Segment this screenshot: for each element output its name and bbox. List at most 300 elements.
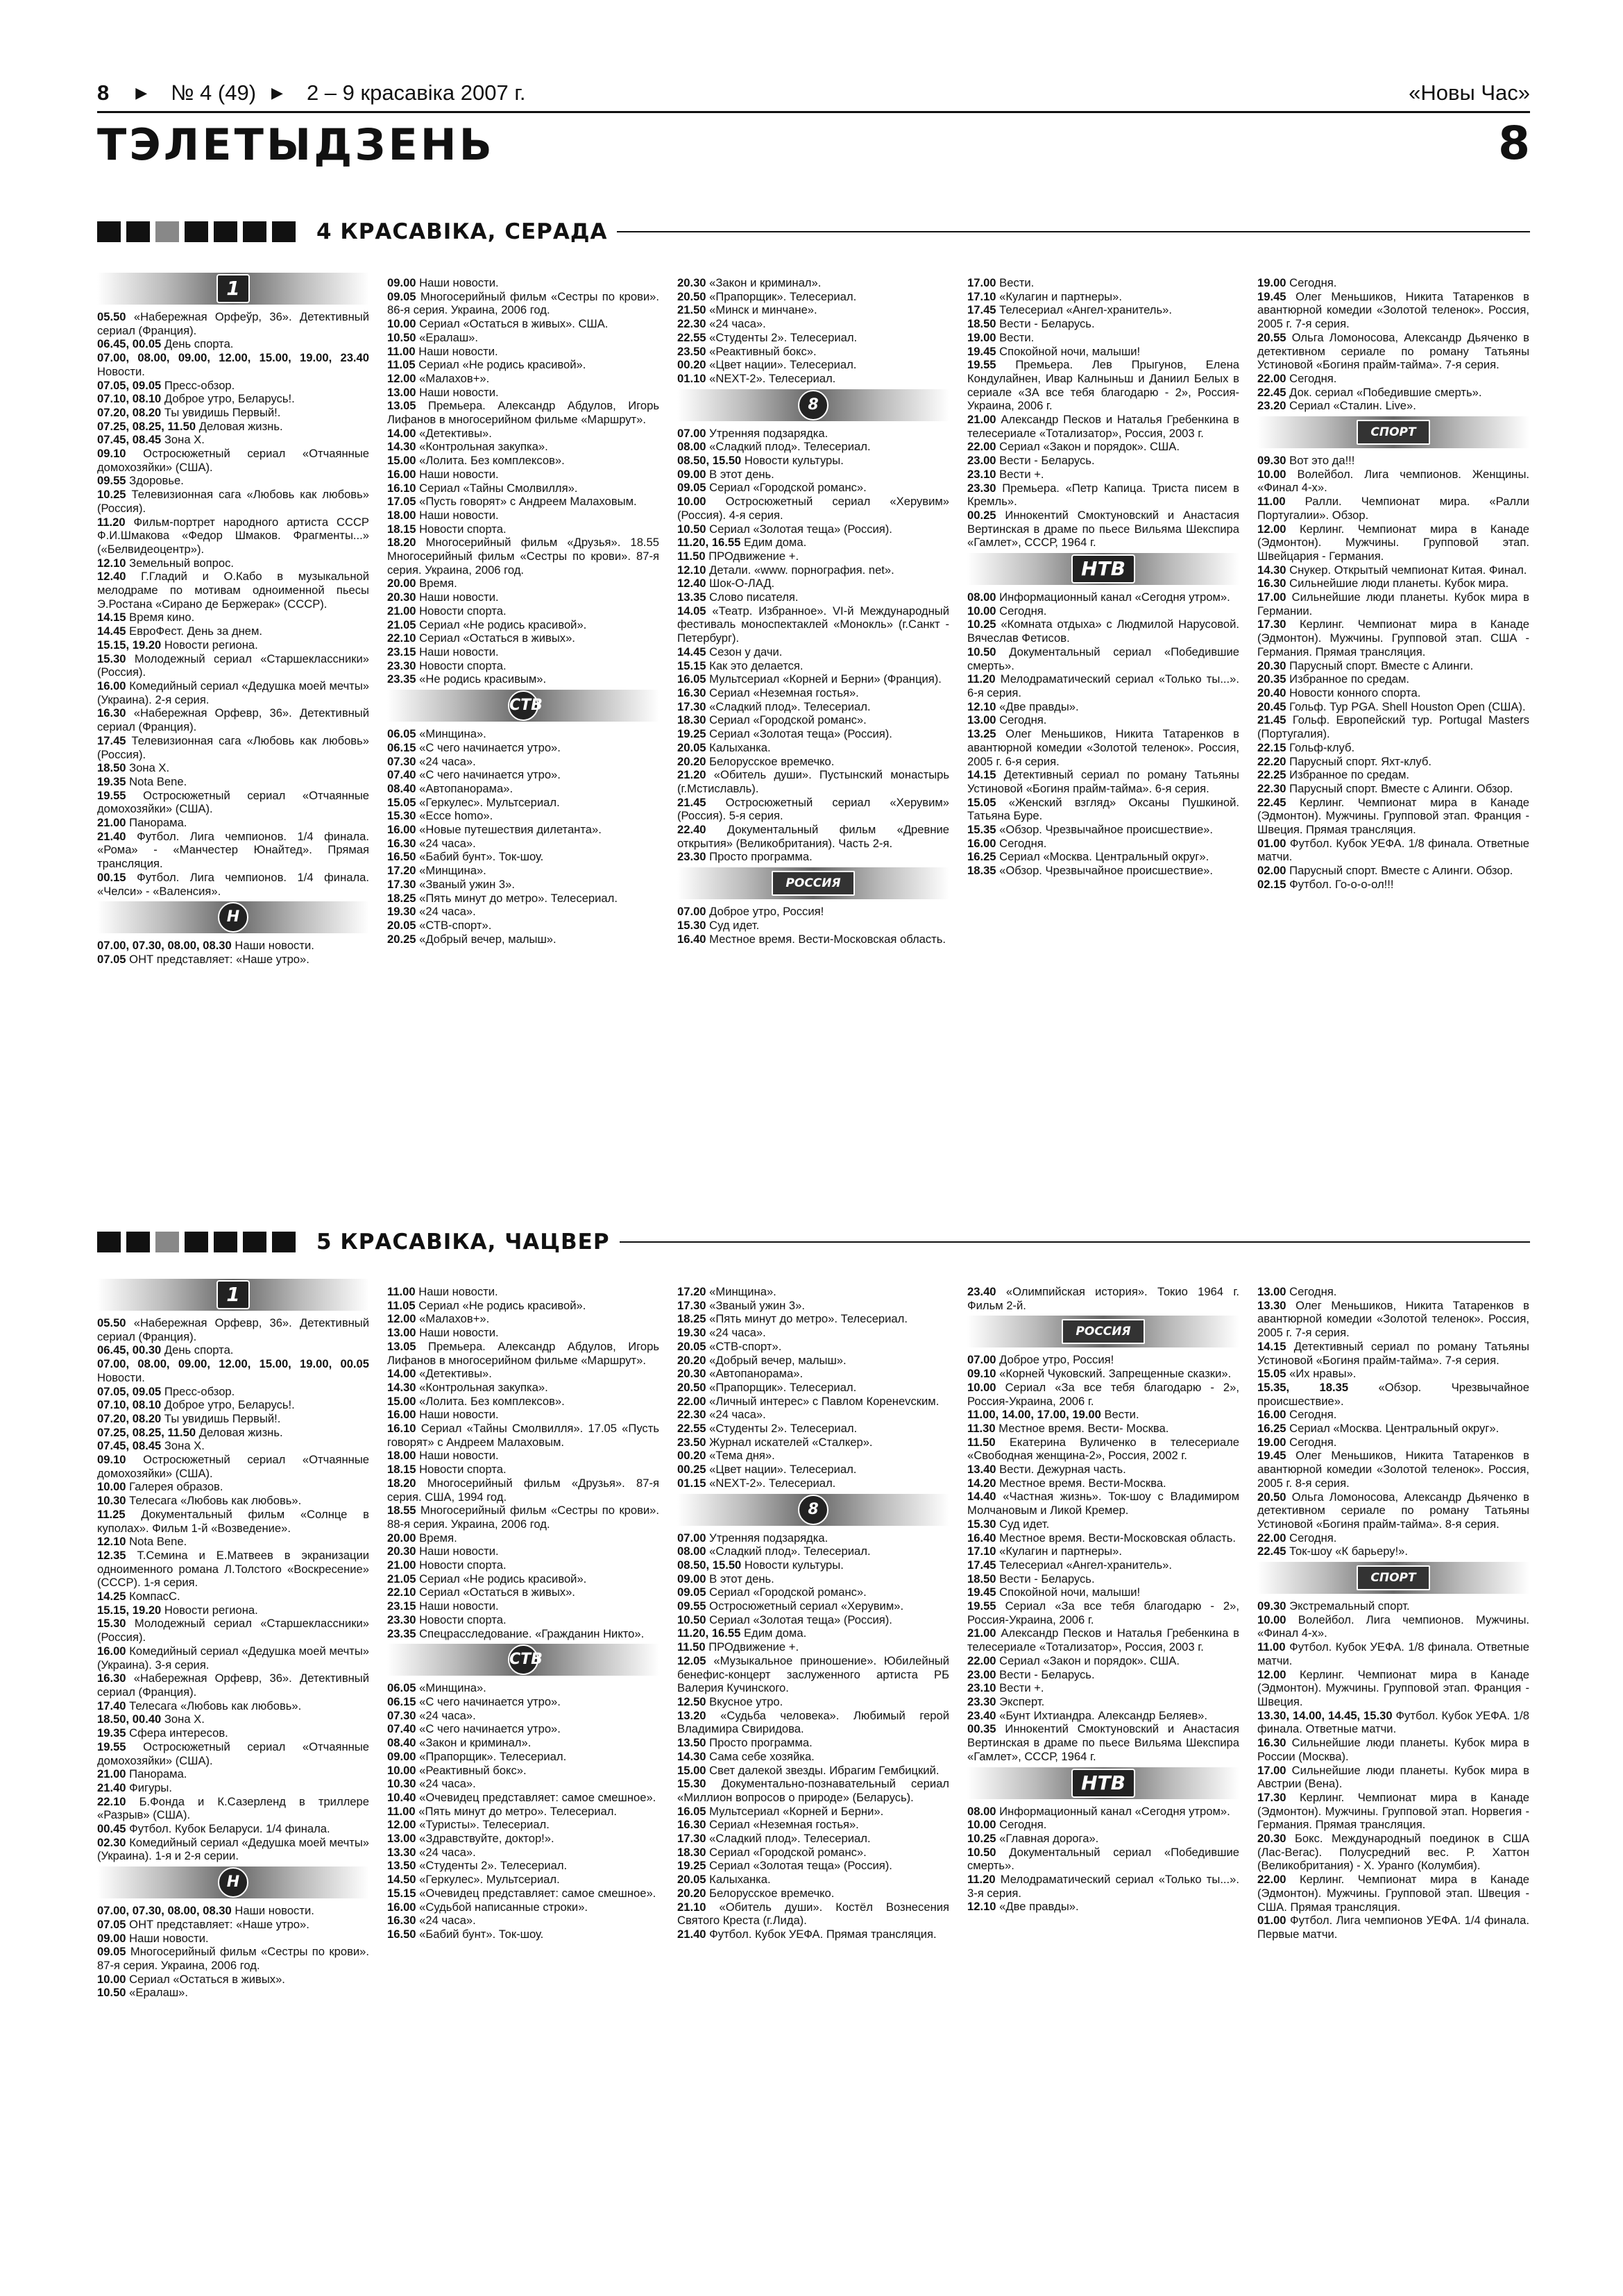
program-entry bbox=[387, 809, 659, 823]
program-time: 15.35, 18.35 bbox=[1257, 1380, 1349, 1394]
program-time: 15.30 bbox=[677, 918, 706, 932]
program-time: 23.15 bbox=[387, 1599, 416, 1613]
square-icon bbox=[185, 221, 208, 242]
program-time: 10.00 bbox=[1257, 467, 1286, 481]
program-time: 14.30 bbox=[677, 1749, 706, 1763]
program-entry bbox=[97, 1726, 369, 1740]
program-time: 11.00, 14.00, 17.00, 19.00 bbox=[967, 1408, 1101, 1422]
program-title: Здоровье. bbox=[129, 474, 184, 488]
program-title: «Студенты 2». Телесериал. bbox=[709, 330, 858, 344]
program-title: «Контрольная закупка». bbox=[419, 440, 548, 454]
program-entry bbox=[967, 837, 1239, 851]
program-title: «Набережная Орфевр, 36». Детективный сериал (Франция). bbox=[97, 1316, 369, 1343]
program-title: Утренняя подзарядка. bbox=[709, 1531, 829, 1545]
square-icon bbox=[97, 1232, 121, 1252]
program-time: 09.00 bbox=[387, 1749, 416, 1763]
program-title: «Прапорщик». Телесериал. bbox=[419, 1749, 567, 1763]
program-title: «Пять минут до метро». Телесериал. bbox=[709, 1312, 908, 1326]
program-time: 20.20 bbox=[677, 1353, 706, 1367]
program-entry bbox=[97, 1740, 369, 1767]
program-entry bbox=[1257, 1422, 1529, 1436]
program-time: 18.35 bbox=[967, 864, 996, 878]
program-title: ПРОдвижение +. bbox=[708, 549, 799, 563]
program-time: 09.00 bbox=[677, 467, 706, 481]
program-title: Вести. Дежурная часть. bbox=[999, 1463, 1126, 1477]
program-title: Зона Х. bbox=[164, 1439, 205, 1453]
program-time: 07.40 bbox=[387, 1722, 416, 1736]
program-title: Футбол. Лига чемпионов. 1/4 финала. «Рома» - «Манчестер Юнайтед». Прямая трансляция. bbox=[97, 829, 369, 871]
program-title: Иннокентий Смоктуновский и Анастасия Вертинская в драме по пьесе Вильяма Шекспира «Гамлет», СССР, 1964 г. bbox=[967, 1722, 1239, 1763]
program-entry bbox=[967, 1367, 1239, 1381]
program-title: Многосерийный фильм «Сестры по крови». 86-я серия. Украина, 2006 год. bbox=[387, 289, 659, 317]
program-title: Детали. «www. порнография. net». bbox=[709, 563, 894, 577]
program-time: 07.00, 07.30, 08.00, 08.30 bbox=[97, 939, 232, 953]
program-entry bbox=[967, 618, 1239, 645]
program-title: «Студенты 2». Телесериал. bbox=[709, 1422, 858, 1436]
program-title: Новости культуры. bbox=[744, 1558, 844, 1572]
program-entry bbox=[387, 1326, 659, 1340]
program-title: Сериал «Не родись красивой». bbox=[419, 1572, 587, 1585]
program-entry bbox=[1257, 590, 1529, 618]
program-entry bbox=[97, 761, 369, 775]
program-entry bbox=[677, 713, 949, 727]
schedule-column bbox=[677, 1285, 949, 1941]
program-entry bbox=[387, 1722, 659, 1736]
program-entry bbox=[97, 816, 369, 830]
square-icon bbox=[243, 221, 266, 242]
program-title: «24 часа». bbox=[419, 754, 476, 768]
program-entry bbox=[97, 624, 369, 638]
program-title: «Тема дня». bbox=[709, 1449, 775, 1463]
program-entry bbox=[387, 290, 659, 317]
program-time: 09.00 bbox=[97, 1931, 126, 1945]
program-entry bbox=[1257, 1599, 1529, 1613]
program-time: 22.10 bbox=[387, 1585, 416, 1599]
program-entry bbox=[387, 1613, 659, 1627]
divider bbox=[617, 231, 1530, 232]
program-time: 10.50 bbox=[967, 645, 996, 658]
program-time: 11.00 bbox=[1257, 495, 1286, 509]
program-entry bbox=[97, 1986, 369, 2000]
program-time: 07.10, 08.10 bbox=[97, 1398, 162, 1412]
program-time: 17.45 bbox=[97, 733, 126, 747]
program-title: ОНТ представляет: «Наше утро». bbox=[129, 1917, 309, 1931]
program-entry bbox=[387, 919, 659, 933]
program-entry bbox=[1257, 1449, 1529, 1490]
program-title: Ток-шоу «К барьеру!». bbox=[1289, 1545, 1409, 1558]
program-title: Время. bbox=[419, 1531, 457, 1545]
program-entry bbox=[677, 1340, 949, 1354]
program-time: 13.00 bbox=[967, 713, 996, 727]
program-time: 23.15 bbox=[387, 645, 416, 658]
program-title: Вести - Беларусь. bbox=[999, 1572, 1095, 1585]
program-title: «Званый ужин 3». bbox=[419, 877, 515, 891]
program-title: Остросюжетный сериал «Отчаянные домохозяйки» (США). bbox=[97, 788, 369, 816]
program-title: «Бабий бунт». Ток-шоу. bbox=[419, 1927, 544, 1941]
program-time: 13.25 bbox=[967, 727, 996, 741]
program-entry bbox=[387, 577, 659, 590]
program-time: 19.45 bbox=[967, 1585, 996, 1599]
program-title: Галерея образов. bbox=[129, 1480, 223, 1494]
program-entry bbox=[387, 604, 659, 618]
program-title: Просто программа. bbox=[709, 1736, 813, 1750]
program-title: Новости спорта. bbox=[419, 1463, 507, 1477]
program-time: 15.30 bbox=[677, 1777, 706, 1791]
program-entry bbox=[387, 1545, 659, 1558]
program-entry bbox=[967, 1381, 1239, 1408]
program-entry bbox=[677, 850, 949, 864]
program-entry bbox=[387, 1750, 659, 1764]
program-time: 07.30 bbox=[387, 754, 416, 768]
program-title: «Женский взгляд» Оксаны Пушкиной. Татьяна Буре. bbox=[967, 795, 1239, 823]
program-title: Сериал «Остаться в живых». США. bbox=[419, 317, 609, 331]
program-time: 23.00 bbox=[967, 454, 996, 468]
program-time: 20.05 bbox=[387, 918, 416, 932]
program-title: Документальный фильм «Солнце в куполах». Фильм 1-й «Возведение». bbox=[97, 1507, 369, 1535]
program-time: 09.10 bbox=[97, 1453, 126, 1467]
program-title: Наши новости. bbox=[419, 276, 499, 289]
program-title: Зона Х. bbox=[164, 1712, 205, 1726]
program-list bbox=[387, 727, 659, 946]
program-title: «Пусть говорят» с Андреем Малаховым. bbox=[419, 495, 637, 509]
program-entry bbox=[387, 1558, 659, 1572]
program-title: Керлинг. Чемпионат мира в Канаде (Эдмонтон). Мужчины. Групповой этап. Франция - Швеция. bbox=[1257, 1667, 1529, 1708]
program-time: 16.05 bbox=[677, 1804, 706, 1818]
program-entry bbox=[1257, 700, 1529, 714]
program-time: 10.50 bbox=[677, 1613, 706, 1626]
program-entry bbox=[967, 1722, 1239, 1763]
program-time: 09.10 bbox=[97, 447, 126, 461]
program-title: Деловая жизнь. bbox=[198, 419, 283, 433]
program-time: 07.20, 08.20 bbox=[97, 405, 162, 419]
program-title: Гольф-клуб. bbox=[1289, 740, 1355, 754]
program-time: 22.30 bbox=[677, 1408, 706, 1422]
program-title: Вести +. bbox=[999, 1681, 1044, 1695]
program-title: Сериал «Городской романс». bbox=[709, 481, 867, 495]
program-entry bbox=[677, 290, 949, 304]
program-time: 17.00 bbox=[1257, 590, 1286, 604]
program-entry bbox=[677, 1545, 949, 1558]
program-entry bbox=[967, 440, 1239, 454]
program-title: Спецрасследование. «Гражданин Никто». bbox=[419, 1626, 645, 1640]
program-time: 19.00 bbox=[967, 330, 996, 344]
program-time: 01.15 bbox=[677, 1476, 706, 1490]
program-time: 07.00 bbox=[677, 905, 706, 919]
program-title: Снукер. Открытый чемпионат Китая. Финал. bbox=[1289, 563, 1527, 577]
day-title: 4 КРАСАВІКА, СЕРАДА bbox=[316, 219, 608, 244]
program-title: Олег Меньшиков, Никита Татаренков в авантюрной комедии «Золотой теленок». Россия, 2005 г. 7-я серия. bbox=[1257, 1298, 1529, 1340]
program-title: «Автопанорама». bbox=[419, 781, 513, 795]
program-time: 12.00 bbox=[1257, 1667, 1286, 1681]
program-entry bbox=[677, 358, 949, 372]
program-time: 19.45 bbox=[967, 344, 996, 358]
program-title: Новости спорта. bbox=[419, 1613, 507, 1626]
program-title: Многосерийный фильм «Друзья». 18.55 Многосерийный фильм «Сестры по крови». 87-я серия. Украина, 2006 год. bbox=[387, 536, 659, 577]
program-time: 14.30 bbox=[1257, 563, 1286, 577]
program-title: Новости спорта. bbox=[419, 522, 507, 536]
program-title: Сериал «Тайны Смолвилля». 17.05 «Пусть говорят» с Андреем Малаховым. bbox=[387, 1422, 659, 1449]
program-title: «Минщина». bbox=[709, 1285, 776, 1298]
schedule-column bbox=[387, 1285, 659, 1941]
program-entry bbox=[967, 700, 1239, 714]
program-time: 11.00 bbox=[387, 344, 416, 358]
program-title: Наши новости. bbox=[419, 590, 499, 604]
ctv-logo-text: СТВ bbox=[508, 690, 538, 721]
program-title: Белорусское времечко. bbox=[709, 754, 835, 768]
program-entry bbox=[677, 440, 949, 454]
program-time: 15.05 bbox=[967, 795, 996, 809]
ont-logo-text: Н bbox=[218, 1867, 248, 1898]
program-title: «Очевидец представляет: самое смешное». bbox=[419, 1886, 656, 1900]
program-entry bbox=[387, 495, 659, 509]
program-list bbox=[387, 276, 659, 686]
program-time: 13.30 bbox=[1257, 1298, 1286, 1312]
program-title: Остросюжетный сериал «Отчаянные домохозяйки» (США). bbox=[97, 447, 369, 474]
program-time: 23.50 bbox=[677, 1435, 706, 1449]
square-icon bbox=[155, 1232, 179, 1252]
program-list bbox=[1257, 1599, 1529, 1941]
program-entry bbox=[677, 672, 949, 686]
program-time: 13.50 bbox=[387, 1859, 416, 1873]
program-time: 20.40 bbox=[1257, 686, 1286, 699]
program-title: Время. bbox=[419, 577, 457, 590]
program-entry bbox=[97, 447, 369, 474]
program-title: Парусный спорт. Яхт-клуб. bbox=[1289, 754, 1432, 768]
program-time: 00.35 bbox=[967, 1722, 996, 1736]
program-time: 20.50 bbox=[1257, 1490, 1286, 1504]
program-entry bbox=[677, 522, 949, 536]
program-entry bbox=[677, 1832, 949, 1846]
program-title: В этот день. bbox=[709, 1572, 774, 1585]
program-time: 09.00 bbox=[677, 1572, 706, 1585]
program-entry bbox=[387, 1312, 659, 1326]
program-title: Новости. bbox=[97, 364, 145, 378]
program-entry bbox=[677, 727, 949, 741]
program-title: «СТВ-спорт». bbox=[709, 1339, 782, 1353]
program-title: «24 часа». bbox=[419, 1708, 476, 1722]
program-entry bbox=[967, 796, 1239, 823]
program-title: Ты увидишь Первый!. bbox=[164, 1411, 281, 1425]
schedule-column bbox=[97, 269, 369, 967]
program-entry bbox=[967, 1517, 1239, 1531]
program-entry bbox=[967, 276, 1239, 290]
program-entry bbox=[677, 1299, 949, 1313]
program-entry bbox=[97, 516, 369, 556]
program-time: 21.45 bbox=[677, 795, 706, 809]
program-entry bbox=[1257, 782, 1529, 796]
program-title: Г.Гладий и О.Кабо в музыкальной мелодраме по мотивам одноименной пьесы Э.Ростана «Сирано де Бержерак» (СССР). bbox=[97, 570, 369, 611]
program-entry bbox=[1257, 1285, 1529, 1299]
program-title: «24 часа». bbox=[419, 1914, 476, 1928]
program-list bbox=[677, 1285, 949, 1490]
program-entry bbox=[97, 1439, 369, 1453]
program-title: Новости региона. bbox=[164, 1603, 258, 1617]
program-title: Ты увидишь Первый!. bbox=[164, 405, 281, 419]
program-entry bbox=[967, 345, 1239, 359]
program-time: 16.05 bbox=[677, 672, 706, 686]
program-entry bbox=[677, 1422, 949, 1436]
triangle-icon: ▶ bbox=[271, 84, 283, 101]
program-entry bbox=[967, 1285, 1239, 1312]
program-title: Местное время. Вести-Московская область. bbox=[999, 1531, 1237, 1545]
program-time: 21.05 bbox=[387, 1572, 416, 1585]
program-time: 09.05 bbox=[677, 1585, 706, 1599]
channel-8-logo-text: 8 bbox=[798, 390, 829, 420]
program-title: «Частная жизнь». Ток-шоу с Владимиром Молчановым и Ликой Кремер. bbox=[967, 1490, 1239, 1517]
program-time: 17.30 bbox=[1257, 1790, 1286, 1804]
program-entry bbox=[387, 1408, 659, 1422]
program-time: 19.25 bbox=[677, 1859, 706, 1873]
program-entry bbox=[97, 570, 369, 611]
program-entry bbox=[387, 1818, 659, 1832]
program-time: 10.00 bbox=[967, 1818, 996, 1832]
program-entry bbox=[1257, 331, 1529, 372]
program-entry bbox=[677, 1572, 949, 1586]
program-entry bbox=[1257, 1340, 1529, 1367]
program-entry bbox=[967, 1585, 1239, 1599]
program-time: 19.55 bbox=[967, 1599, 996, 1613]
program-entry bbox=[1257, 1736, 1529, 1763]
program-title: Новости культуры. bbox=[744, 454, 844, 468]
program-time: 16.00 bbox=[387, 1408, 416, 1422]
program-title: Сериал «Городской романс». bbox=[709, 1845, 867, 1859]
program-time: 11.00 bbox=[1257, 1640, 1286, 1654]
program-title: «Званый ужин 3». bbox=[709, 1298, 805, 1312]
schedule-column bbox=[1257, 1285, 1529, 1941]
program-entry bbox=[967, 1805, 1239, 1819]
program-entry bbox=[1257, 399, 1529, 413]
program-entry bbox=[677, 1381, 949, 1395]
program-time: 13.05 bbox=[387, 399, 416, 413]
program-title: ЕвроФест. День за днем. bbox=[129, 624, 263, 638]
program-title: Футбол. Кубок УЕФА. 1/8 финала. Ответные матчи. bbox=[1257, 1640, 1529, 1667]
program-time: 13.05 bbox=[387, 1339, 416, 1353]
program-title: Сегодня. bbox=[1289, 1285, 1337, 1298]
program-time: 17.30 bbox=[387, 877, 416, 891]
program-entry bbox=[387, 454, 659, 468]
program-entry bbox=[387, 1504, 659, 1531]
program-time: 15.30 bbox=[97, 1617, 126, 1631]
program-title: «Не родись красивым». bbox=[419, 672, 547, 686]
program-entry bbox=[97, 953, 369, 967]
program-title: Время кино. bbox=[129, 611, 195, 624]
program-time: 16.50 bbox=[387, 1927, 416, 1941]
program-time: 16.25 bbox=[1257, 1422, 1286, 1436]
program-entry bbox=[387, 1914, 659, 1928]
program-title: «Судьбой написанные строки». bbox=[419, 1900, 588, 1914]
program-title: «Малахов+». bbox=[419, 371, 490, 385]
program-title: Сериал «Неземная гостья». bbox=[709, 686, 859, 699]
program-title: «Добрый вечер, малыш». bbox=[709, 1353, 847, 1367]
program-title: Наши новости. bbox=[418, 1285, 498, 1298]
program-entry bbox=[387, 1832, 659, 1846]
program-time: 20.45 bbox=[1257, 699, 1286, 713]
program-entry bbox=[1257, 372, 1529, 386]
program-entry bbox=[387, 1805, 659, 1819]
program-title: «Детективы». bbox=[419, 426, 492, 440]
program-entry bbox=[677, 1777, 949, 1804]
program-entry bbox=[387, 345, 659, 359]
program-entry bbox=[387, 755, 659, 769]
program-time: 22.55 bbox=[677, 1422, 706, 1436]
program-time: 22.30 bbox=[677, 317, 706, 331]
program-title: Сериал «Остаться в живых». bbox=[129, 1972, 285, 1986]
program-entry bbox=[677, 577, 949, 590]
program-entry bbox=[677, 755, 949, 769]
program-time: 15.00 bbox=[387, 1394, 416, 1408]
program-title: Остросюжетный сериал «Херувим». bbox=[709, 1599, 904, 1613]
program-time: 11.00 bbox=[387, 1804, 416, 1818]
program-entry bbox=[677, 1887, 949, 1900]
program-time: 01.00 bbox=[1257, 1914, 1286, 1928]
program-entry bbox=[1257, 755, 1529, 769]
program-time: 21.20 bbox=[677, 768, 706, 782]
program-title: Мелодраматический сериал «Только ты...». 3-я серия. bbox=[967, 1873, 1239, 1900]
program-title: Док. сериал «Победившие смерть». bbox=[1289, 385, 1482, 399]
channel-logo bbox=[97, 273, 369, 305]
program-entry bbox=[1257, 1408, 1529, 1422]
channel-logo bbox=[97, 1866, 369, 1898]
program-entry bbox=[387, 878, 659, 892]
channel-8-logo-text: 8 bbox=[798, 1495, 829, 1525]
program-entry bbox=[677, 700, 949, 714]
program-title: «Лолита. Без комплексов». bbox=[419, 454, 565, 468]
program-entry bbox=[97, 406, 369, 420]
program-time: 20.05 bbox=[677, 1339, 706, 1353]
program-time: 16.40 bbox=[677, 932, 706, 946]
program-entry bbox=[1257, 276, 1529, 290]
program-time: 07.05, 09.05 bbox=[97, 378, 162, 392]
program-time: 18.50, 00.40 bbox=[97, 1712, 162, 1726]
program-time: 23.10 bbox=[967, 1681, 996, 1695]
program-time: 22.45 bbox=[1257, 795, 1286, 809]
program-time: 14.20 bbox=[967, 1476, 996, 1490]
program-entry bbox=[677, 1695, 949, 1709]
program-title: Мультсериал «Корней и Берни» (Франция). bbox=[709, 672, 942, 686]
program-entry bbox=[97, 775, 369, 789]
program-entry bbox=[1257, 577, 1529, 590]
program-time: 06.05 bbox=[387, 727, 416, 741]
program-title: Сериал «Золотая теща» (Россия). bbox=[709, 727, 892, 741]
program-time: 05.50 bbox=[97, 310, 126, 323]
program-title: Керлинг. Чемпионат мира в Канаде (Эдмонтон). Мужчины. Групповой этап. Швейцария - Германия. bbox=[1257, 522, 1529, 563]
program-time: 10.00 bbox=[677, 495, 706, 509]
program-title: Комедийный сериал «Дедушка моей мечты» (Украина). 3-я серия. bbox=[97, 1644, 369, 1672]
program-title: «Кулагин и партнеры». bbox=[999, 289, 1122, 303]
program-title: В этот день. bbox=[709, 467, 774, 481]
program-entry bbox=[97, 1590, 369, 1604]
program-title: Олег Меньшиков, Никита Татаренков в авантюрной комедии «Золотой теленок». Россия, 2005 г. 6-я серия. bbox=[967, 727, 1239, 768]
program-title: Наши новости. bbox=[419, 645, 499, 658]
program-title: «Бабий бунт». Ток-шоу. bbox=[419, 850, 544, 864]
program-title: Телесериал «Ангел-хранитель». bbox=[999, 303, 1172, 317]
program-title: «Минск и минчане». bbox=[709, 303, 817, 317]
program-entry bbox=[1257, 768, 1529, 782]
program-time: 16.00 bbox=[387, 467, 416, 481]
program-entry bbox=[387, 672, 659, 686]
program-time: 13.00 bbox=[387, 1832, 416, 1846]
program-title: Премьера. Александр Абдулов, Игорь Лифанов в многосерийном фильме «Маршрут». bbox=[387, 399, 659, 427]
program-entry bbox=[967, 303, 1239, 317]
program-list bbox=[677, 905, 949, 946]
program-time: 20.50 bbox=[677, 1380, 706, 1394]
program-entry bbox=[387, 276, 659, 290]
program-title: Футбол. Кубок УЕФА. 1/8 финала. Ответные матчи. bbox=[1257, 836, 1529, 864]
program-entry bbox=[1257, 290, 1529, 331]
program-entry bbox=[677, 1818, 949, 1832]
program-time: 23.30 bbox=[967, 1694, 996, 1708]
schedule-column bbox=[1257, 276, 1529, 892]
